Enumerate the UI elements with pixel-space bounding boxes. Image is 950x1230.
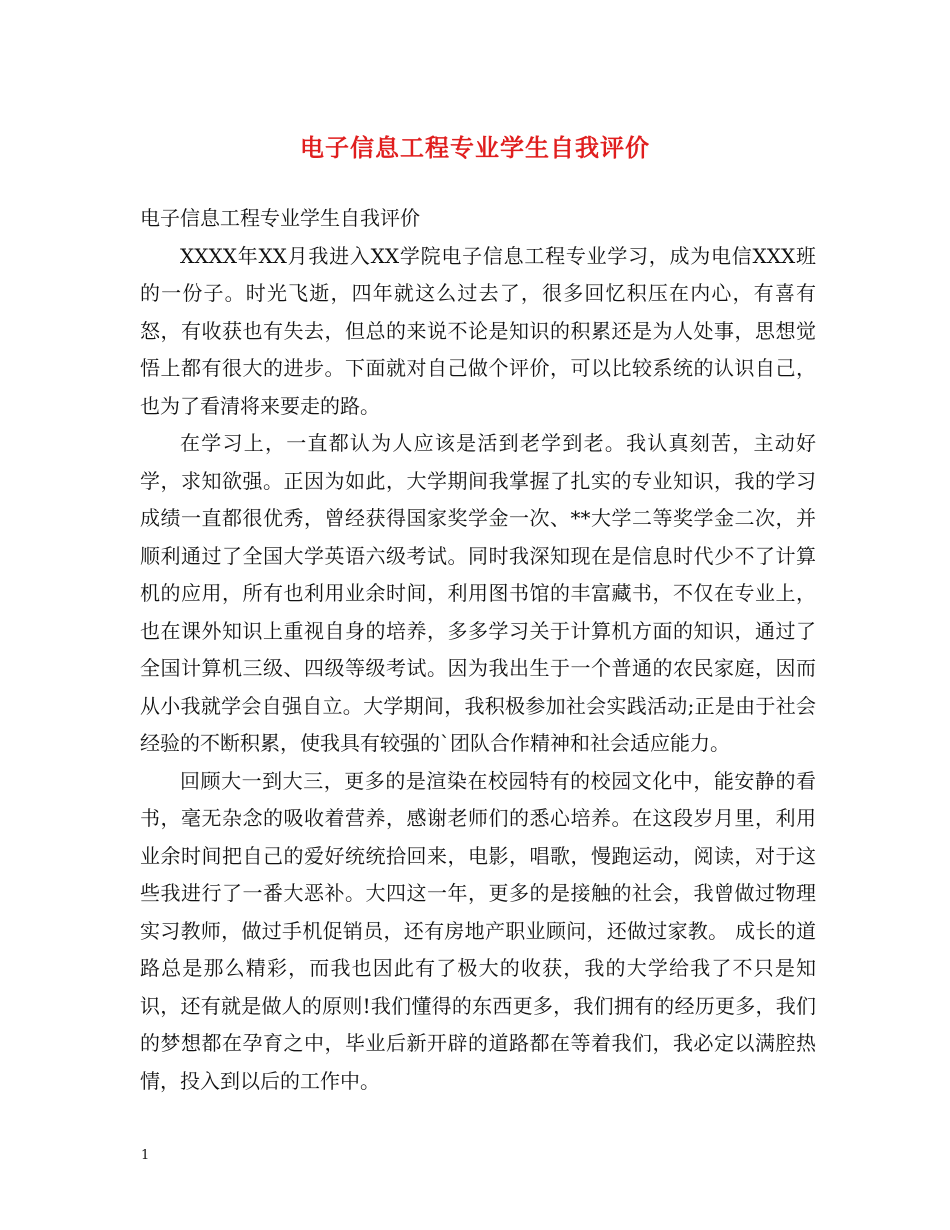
paragraph-intro: XXXX年XX月我进入XX学院电子信息工程专业学习，成为电信XXX班的一份子。时光飞逝，四年就这么过去了，很多回忆积压在内心，有喜有怒，有收获也有失去，但总的来说不论是知识的积累还是为人处事，思想觉悟上都有很大的进步。下面就对自己做个评价，可以比较系统的认识自己，也为了看清将来要走的路。	[140, 243, 816, 418]
paragraph-study: 在学习上，一直都认为人应该是活到老学到老。我认真刻苦，主动好学，求知欲强。正因为如此，大学期间我掌握了扎实的专业知识，我的学习成绩一直都很优秀，曾经获得国家奖学金一次、**大学二等奖学金二次，并顺利通过了全国大学英语六级考试。同时我深知现在是信息时代少不了计算机的应用，所有也利用业余时间，利用图书馆的丰富藏书，不仅在专业上，也在课外知识上重视自身的培养，多多学习关于计算机方面的知识，通过了全国计算机三级、四级等级考试。因为我出生于一个普通的农民家庭，因而从小我就学会自强自立。大学期间，我积极参加社会实践活动;正是由于社会经验的不断积累，使我具有较强的`团队合作精神和社会适应能力。	[140, 431, 816, 755]
page-number: 1	[141, 1148, 150, 1163]
document-title: 电子信息工程专业学生自我评价	[300, 133, 650, 162]
paragraph-review: 回顾大一到大三，更多的是渲染在校园特有的校园文化中，能安静的看书，毫无杂念的吸收着营养，感谢老师们的悉心培养。在这段岁月里，利用业余时间把自己的爱好统统拾回来，电影，唱歌，慢跑运动，阅读，对于这些我进行了一番大恶补。大四这一年，更多的是接触的社会，我曾做过物理实习教师，做过手机促销员，还有房地产职业顾问，还做过家教。 成长的道路总是那么精彩，而我也因此有了极大的收获，我的大学给我了不只是知识，还有就是做人的原则!我们懂得的东西更多，我们拥有的经历更多，我们的梦想都在孕育之中，毕业后新开辟的道路都在等着我们，我必定以满腔热情，投入到以后的工作中。	[140, 768, 816, 1093]
document-subtitle: 电子信息工程专业学生自我评价	[140, 206, 420, 230]
document-body	[140, 200, 816, 1100]
